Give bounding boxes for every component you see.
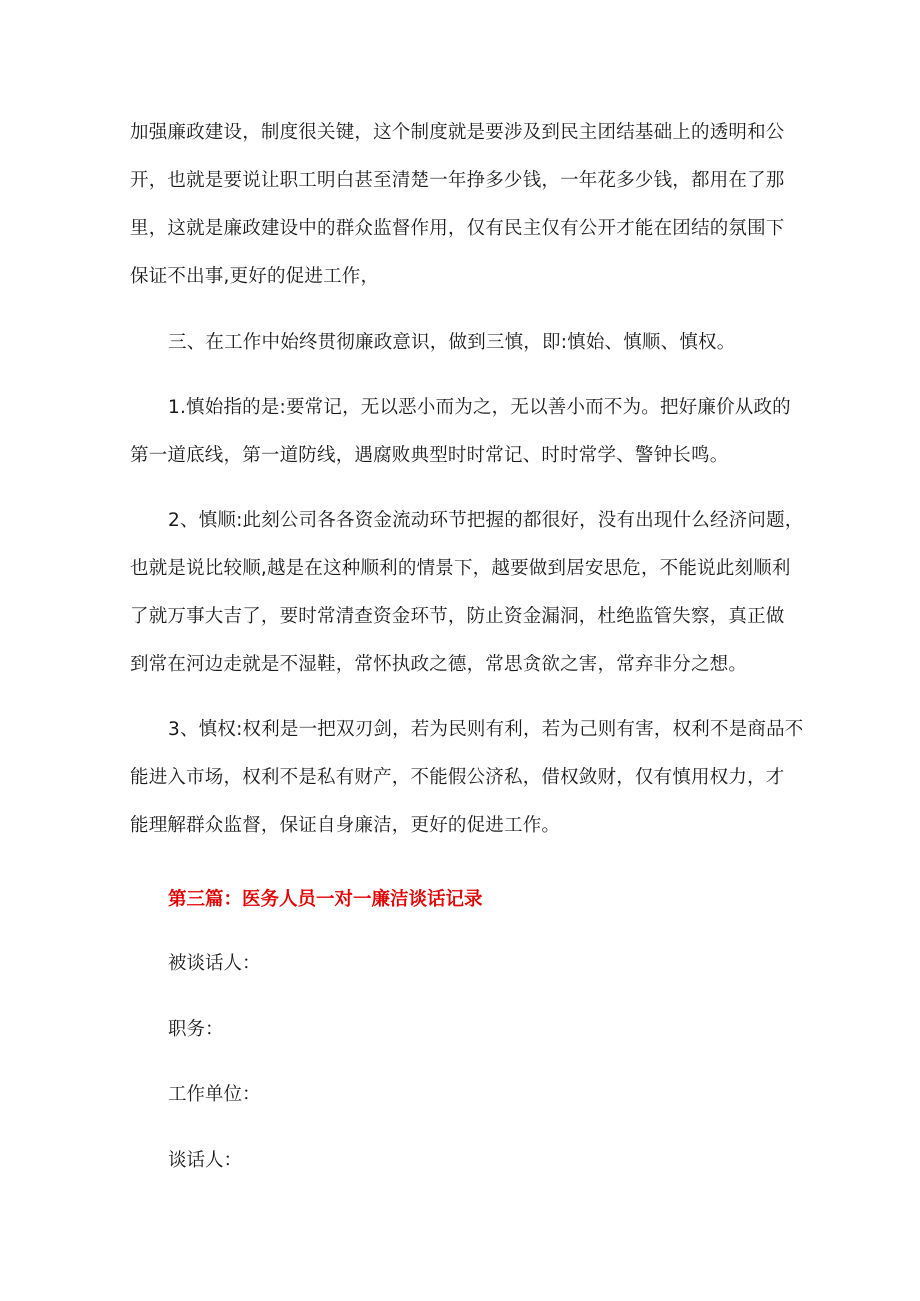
paragraph-line: 了就万事大吉了，要时常清查资金环节，防止资金漏洞，杜绝监管失察，真正做 xyxy=(130,606,785,627)
paragraph-caution-start xyxy=(130,384,798,480)
paragraph-line: 到常在河边走就是不湿鞋，常怀执政之德，常思贪欲之害，常弃非分之想。 xyxy=(130,654,748,675)
paragraph-line: 三、在工作中始终贯彻廉政意识，做到三慎，即:慎始、慎顺、慎权。 xyxy=(168,332,736,353)
paragraph-line: 3、慎权:权利是一把双刃剑，若为民则有利，若为己则有害，权利不是商品不 xyxy=(168,719,804,740)
paragraph-line: 里，这就是廉政建设中的群众监督作用，仅有民主仅有公开才能在团结的氛围下 xyxy=(130,218,785,239)
paragraph-three-cautions xyxy=(130,319,798,367)
work-unit-label: 工作单位： xyxy=(168,1084,261,1105)
paragraph-caution-smooth xyxy=(130,497,804,689)
interviewee-label: 被谈话人： xyxy=(168,953,261,974)
paragraph-line: 2、慎顺:此刻公司各各资金流动环节把握的都很好，没有出现什么经济问题， xyxy=(168,510,804,531)
interviewer-label: 谈话人： xyxy=(168,1150,243,1171)
paragraph-line: 能理解群众监督，保证自身廉洁，更好的促进工作。 xyxy=(130,815,561,836)
position-label: 职务： xyxy=(168,1019,224,1040)
paragraph-line: 1.慎始指的是:要常记，无以恶小而为之，无以善小而不为。把好廉价从政的 xyxy=(168,397,791,418)
paragraph-line: 开，也就是要说让职工明白甚至清楚一年挣多少钱，一年花多少钱，都用在了那 xyxy=(130,170,785,191)
paragraph-line: 第一道底线，第一道防线，遇腐败典型时时常记、时时常学、警钟长鸣。 xyxy=(130,445,729,466)
section-heading: 第三篇：医务人员一对一廉洁谈话记录 xyxy=(168,889,483,910)
paragraph-line: 能进入市场，权利不是私有财产，不能假公济私，借权敛财，仅有慎用权力，才 xyxy=(130,767,785,788)
paragraph-line: 也就是说比较顺,越是在这种顺利的情景下，越要做到居安思危，不能说此刻顺利 xyxy=(130,558,791,579)
paragraph-institution xyxy=(130,109,798,301)
paragraph-line: 加强廉政建设，制度很关键，这个制度就是要涉及到民主团结基础上的透明和公 xyxy=(130,122,785,143)
paragraph-line: 保证不出事,更好的促进工作， xyxy=(130,266,380,287)
paragraph-caution-power xyxy=(130,706,804,850)
